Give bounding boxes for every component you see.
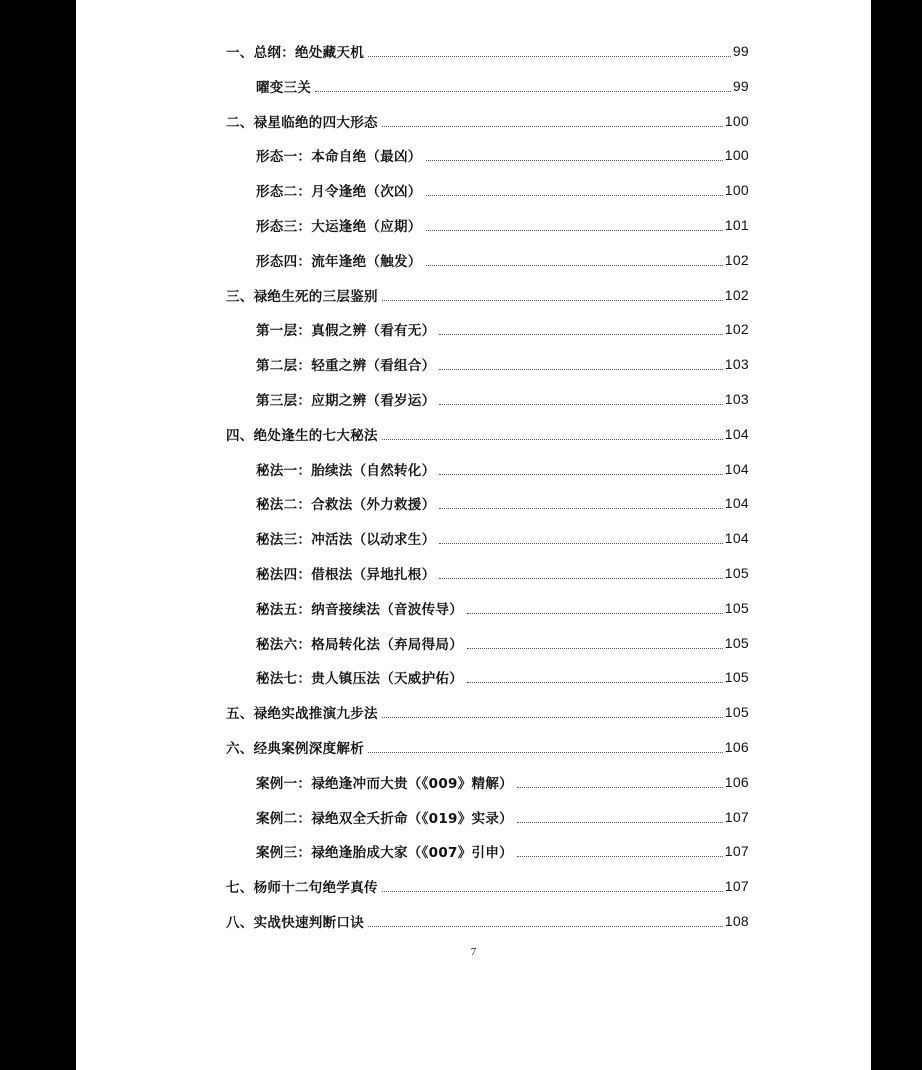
toc-dot-leader [382,891,723,892]
toc-entry-title: 五、禄绝实战推演九步法 [226,706,378,723]
toc-entry-page: 105 [724,634,749,651]
toc-dot-leader [467,648,723,649]
toc-entry-title: 六、经典案例深度解析 [226,741,364,757]
toc-entry-page: 103 [724,356,749,373]
toc-entry-title: 第三层：应期之辨（看岁运） [256,393,436,409]
toc-entry-page: 105 [724,704,749,721]
toc-entry[interactable] [256,800,749,834]
toc-entry-page: 101 [724,217,749,233]
toc-entry[interactable] [256,243,749,277]
toc-entry[interactable] [256,591,749,625]
toc-dot-leader [382,126,723,127]
toc-entry-title: 秘法三：冲活法（以动求生） [256,532,436,549]
toc-entry-page: 100 [724,147,749,164]
toc-entry-title: 二、禄星临绝的四大形态 [226,114,378,131]
toc-entry-title: 案例一：禄绝逢冲而大贵（《009》精解） [256,775,513,792]
toc-entry-page: 100 [724,182,749,199]
toc-entry-title: 第二层：轻重之辨（看组合） [256,358,436,375]
toc-entry-title: 秘法六：格局转化法（弃局得局） [256,636,463,653]
toc-dot-leader [439,474,722,475]
toc-entry-title: 秘法一：胎续法（自然转化） [256,462,436,479]
toc-entry-page: 100 [724,112,749,129]
toc-entry-page: 107 [724,808,749,825]
toc-dot-leader [368,752,723,753]
toc-entry-title: 八、实战快速判断口诀 [226,915,364,931]
toc-entry[interactable] [226,278,749,312]
toc-entry-page: 105 [724,669,749,686]
toc-entry-title: 秘法二：合救法（外力救援） [256,497,436,514]
toc-entry-page: 102 [724,251,749,268]
toc-dot-leader [426,230,723,231]
toc-dot-leader [426,265,723,266]
toc-entry[interactable] [226,904,749,938]
toc-entry-page: 102 [724,321,749,338]
toc-dot-leader [382,439,723,440]
toc-entry-page: 102 [724,286,749,303]
toc-entry-page: 108 [724,913,749,929]
toc-entry[interactable] [256,69,749,103]
toc-dot-leader [439,334,722,335]
toc-dot-leader [368,56,731,57]
toc-entry[interactable] [226,695,749,729]
page-number: 7 [470,946,477,958]
toc-entry-page: 104 [724,425,749,442]
toc-dot-leader [439,369,722,370]
toc-entry-page: 103 [724,391,749,407]
toc-entry-title: 案例三：禄绝逢胎成大家（《007》引申） [256,845,513,862]
toc-entry[interactable] [226,869,749,903]
toc-entry-title: 秘法七：贵人镇压法（天威护佑） [256,671,463,688]
toc-dot-leader [368,926,723,927]
toc-entry-title: 曜变三关 [256,79,312,96]
toc-entry[interactable] [256,521,749,555]
toc-dot-leader [517,822,723,823]
toc-entry[interactable] [256,765,749,799]
toc-entry-title: 三、禄绝生死的三层鉴别 [226,288,378,305]
toc-entry[interactable] [256,173,749,207]
toc-dot-leader [439,543,722,544]
toc-entry-title: 形态一：本命自绝（最凶） [256,149,422,166]
toc-entry[interactable] [256,347,749,381]
toc-entry[interactable] [226,730,749,764]
toc-entry[interactable] [226,34,749,68]
toc-entry[interactable] [226,417,749,451]
toc-dot-leader [467,682,723,683]
toc-entry[interactable] [256,486,749,520]
toc-entry-title: 秘法五：纳音接续法（音波传导） [256,601,463,618]
toc-entry-title: 一、总纲：绝处藏天机 [226,45,364,61]
toc-dot-leader [426,160,723,161]
toc-dot-leader [426,195,723,196]
toc-entry-page: 106 [724,773,749,790]
toc-entry[interactable] [256,556,749,590]
toc-dot-leader [517,856,723,857]
toc-entry-page: 99 [732,43,749,59]
toc-dot-leader [439,578,722,579]
toc-entry[interactable] [256,660,749,694]
toc-entry-page: 104 [724,530,749,547]
toc-entry-title: 秘法四：借根法（异地扎根） [256,567,436,583]
toc-entry[interactable] [226,104,749,138]
toc-entry[interactable] [256,452,749,486]
toc-dot-leader [467,613,723,614]
toc-dot-leader [439,508,722,509]
toc-entry[interactable] [256,138,749,172]
toc-entry-title: 七、杨师十二句绝学真传 [226,880,378,897]
toc-entry[interactable] [256,382,749,416]
toc-entry-page: 106 [724,739,749,755]
toc-entry[interactable] [256,626,749,660]
toc-dot-leader [517,787,723,788]
toc-entry-page: 104 [724,495,749,512]
toc-entry-page: 104 [724,460,749,477]
toc-entry-title: 形态四：流年逢绝（触发） [256,253,422,270]
toc-entry-title: 第一层：真假之辨（看有无） [256,323,436,340]
toc-entry-page: 105 [724,565,749,581]
document-page [76,0,871,1070]
toc-entry[interactable] [256,834,749,868]
toc-entry-page: 99 [732,77,749,94]
toc-entry-title: 四、绝处逢生的七大秘法 [226,427,378,444]
toc-entry-page: 107 [724,843,749,860]
toc-entry-title: 案例二：禄绝双全夭折命（《019》实录） [256,810,513,827]
toc-dot-leader [382,717,723,718]
toc-entry[interactable] [256,208,749,242]
toc-entry-title: 形态二：月令逢绝（次凶） [256,184,422,201]
toc-dot-leader [382,300,723,301]
toc-entry-page: 107 [724,878,749,895]
toc-dot-leader [315,91,731,92]
toc-entry-title: 形态三：大运逢绝（应期） [256,219,422,235]
toc-entry-page: 105 [724,599,749,616]
toc-entry[interactable] [256,312,749,346]
toc-dot-leader [439,404,722,405]
